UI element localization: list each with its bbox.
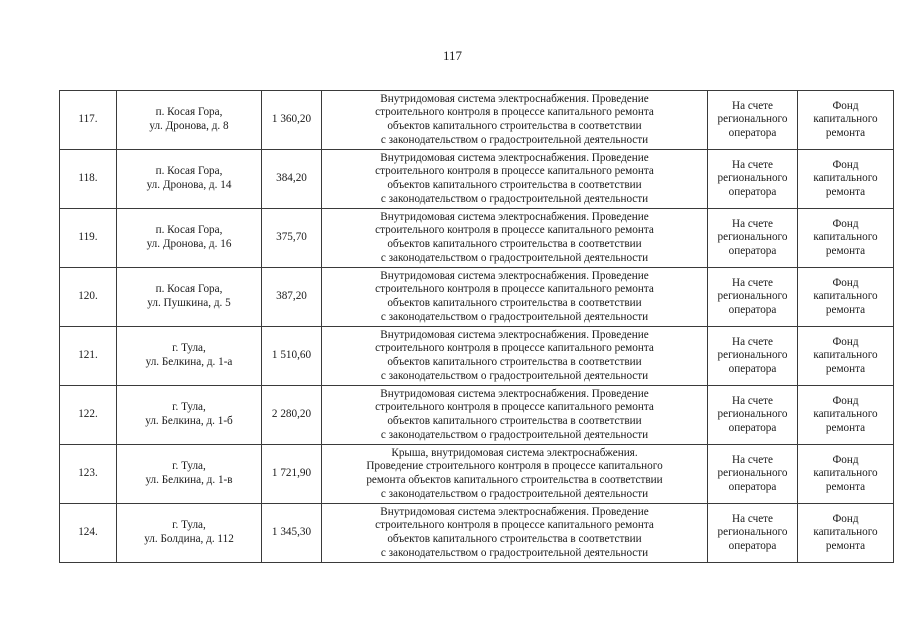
address-cell: п. Косая Гора, ул. Дронова, д. 14 [117,150,262,209]
work-description-cell: Внутридомовая система электроснабжения. Проведение строительного контроля в процессе капитального ремонта объектов капитального строительства в соответствии с законодательством о градостроительной деятельности [322,268,708,327]
area-cell: 384,20 [262,150,322,209]
account-cell: На счете регионального оператора [708,504,798,563]
area-cell: 1 721,90 [262,445,322,504]
row-number-cell: 124. [60,504,117,563]
address-cell: п. Косая Гора, ул. Дронова, д. 16 [117,209,262,268]
area-cell: 387,20 [262,268,322,327]
area-cell: 375,70 [262,209,322,268]
address-cell: г. Тула, ул. Болдина, д. 112 [117,504,262,563]
funding-source-cell: Фонд капитального ремонта [798,327,894,386]
table-row [60,327,894,386]
area-cell: 1 345,30 [262,504,322,563]
table-row [60,386,894,445]
table-row [60,209,894,268]
work-description-cell: Внутридомовая система электроснабжения. Проведение строительного контроля в процессе капитального ремонта объектов капитального строительства в соответствии с законодательством о градостроительной деятельности [322,327,708,386]
account-cell: На счете регионального оператора [708,327,798,386]
work-description-cell: Внутридомовая система электроснабжения. Проведение строительного контроля в процессе капитального ремонта объектов капитального строительства в соответствии с законодательством о градостроительной деятельности [322,386,708,445]
table-row [60,504,894,563]
row-number-cell: 120. [60,268,117,327]
address-cell: г. Тула, ул. Белкина, д. 1-а [117,327,262,386]
funding-source-cell: Фонд капитального ремонта [798,91,894,150]
row-number-cell: 118. [60,150,117,209]
work-description-cell: Внутридомовая система электроснабжения. Проведение строительного контроля в процессе капитального ремонта объектов капитального строительства в соответствии с законодательством о градостроительной деятельности [322,209,708,268]
account-cell: На счете регионального оператора [708,268,798,327]
table-row [60,445,894,504]
address-cell: г. Тула, ул. Белкина, д. 1-в [117,445,262,504]
table-row [60,150,894,209]
page-number: 117 [442,48,463,63]
funding-source-cell: Фонд капитального ремонта [798,386,894,445]
account-cell: На счете регионального оператора [708,91,798,150]
area-cell: 2 280,20 [262,386,322,445]
table-row [60,268,894,327]
table-row [60,91,894,150]
account-cell: На счете регионального оператора [708,386,798,445]
funding-source-cell: Фонд капитального ремонта [798,268,894,327]
row-number-cell: 117. [60,91,117,150]
row-number-cell: 122. [60,386,117,445]
work-description-cell: Внутридомовая система электроснабжения. Проведение строительного контроля в процессе капитального ремонта объектов капитального строительства в соответствии с законодательством о градостроительной деятельности [322,150,708,209]
account-cell: На счете регионального оператора [708,209,798,268]
work-description-cell: Крыша, внутридомовая система электроснабжения. Проведение строительного контроля в процессе капитального ремонта объектов капитального строительства в соответствии с законодательством о градостроительной деятельности [322,445,708,504]
row-number-cell: 121. [60,327,117,386]
address-cell: п. Косая Гора, ул. Пушкина, д. 5 [117,268,262,327]
account-cell: На счете регионального оператора [708,150,798,209]
row-number-cell: 123. [60,445,117,504]
area-cell: 1 360,20 [262,91,322,150]
work-description-cell: Внутридомовая система электроснабжения. Проведение строительного контроля в процессе капитального ремонта объектов капитального строительства в соответствии с законодательством о градостроительной деятельности [322,504,708,563]
address-cell: п. Косая Гора, ул. Дронова, д. 8 [117,91,262,150]
account-cell: На счете регионального оператора [708,445,798,504]
table-body [60,91,894,563]
funding-source-cell: Фонд капитального ремонта [798,150,894,209]
area-cell: 1 510,60 [262,327,322,386]
row-number-cell: 119. [60,209,117,268]
work-description-cell: Внутридомовая система электроснабжения. Проведение строительного контроля в процессе капитального ремонта объектов капитального строительства в соответствии с законодательством о градостроительной деятельности [322,91,708,150]
capital-repair-table [59,90,894,563]
funding-source-cell: Фонд капитального ремонта [798,445,894,504]
address-cell: г. Тула, ул. Белкина, д. 1-б [117,386,262,445]
funding-source-cell: Фонд капитального ремонта [798,209,894,268]
funding-source-cell: Фонд капитального ремонта [798,504,894,563]
